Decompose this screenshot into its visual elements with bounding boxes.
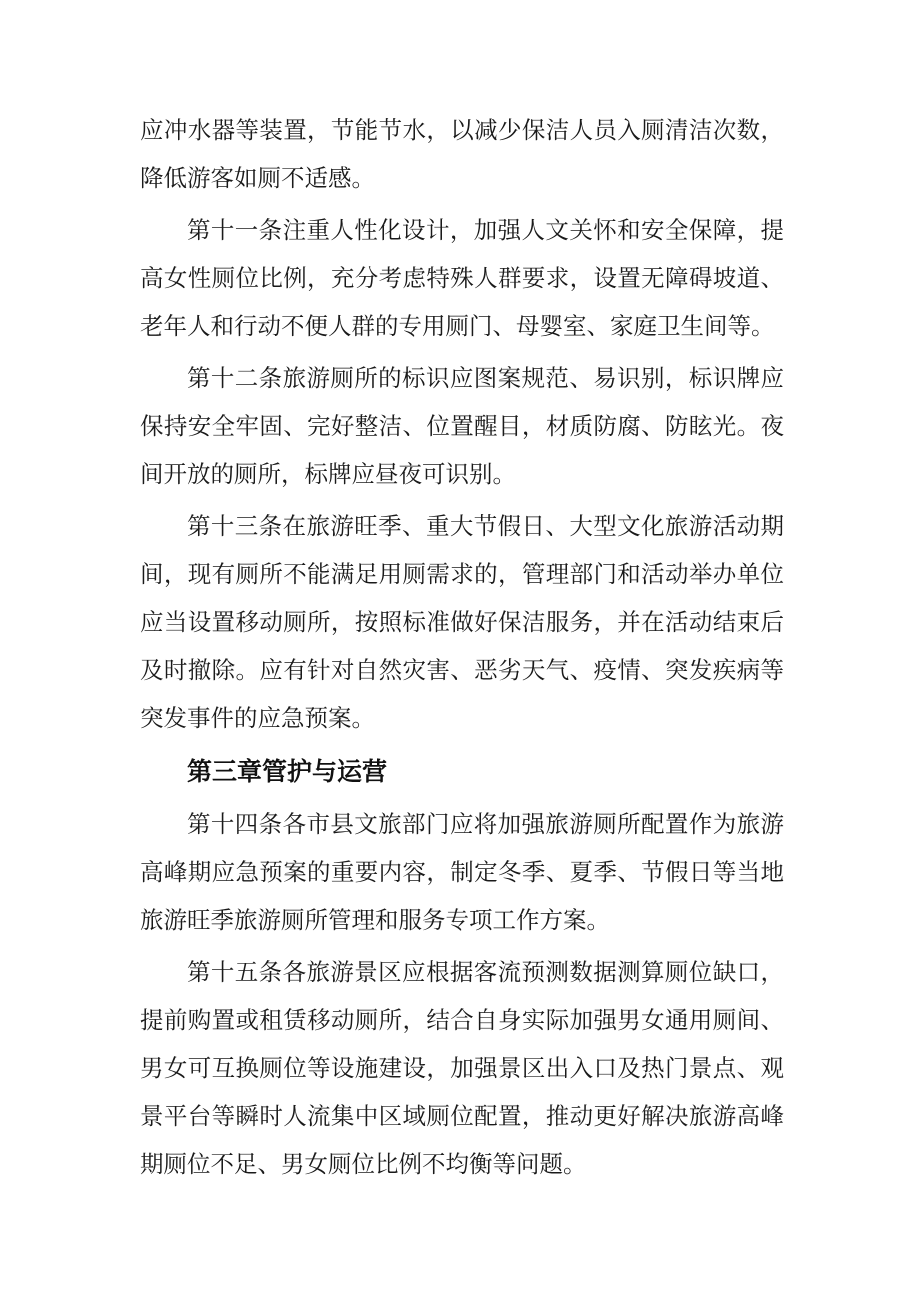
- paragraph-article-12: 第十二条旅游厕所的标识应图案规范、易识别，标识牌应保持安全牢固、完好整洁、位置醒目，材质防腐、防眩光。夜间开放的厕所，标牌应昼夜可识别。: [140, 364, 784, 488]
- paragraph-article-15: 第十五条各旅游景区应根据客流预测数据测算厕位缺口，提前购置或租赁移动厕所，结合自身实际加强男女通用厕间、男女可互换厕位等设施建设，加强景区出入口及热门景点、观景平台等瞬时人流集中区域厕位配置，推动更好解决旅游高峰期厕位不足、男女厕位比例不均衡等问题。: [140, 958, 784, 1178]
- document-body: [140, 106, 784, 1192]
- paragraph-continuation: 应冲水器等装置，节能节水，以减少保洁人员入厕清洁次数，降低游客如厕不适感。: [140, 116, 784, 192]
- paragraph-article-13: 第十三条在旅游旺季、重大节假日、大型文化旅游活动期间，现有厕所不能满足用厕需求的，管理部门和活动举办单位应当设置移动厕所，按照标准做好保洁服务，并在活动结束后及时撤除。应有针对自然灾害、恶劣天气、疫情、突发疾病等突发事件的应急预案。: [140, 512, 784, 732]
- paragraph-article-14: 第十四条各市县文旅部门应将加强旅游厕所配置作为旅游高峰期应急预案的重要内容，制定冬季、夏季、节假日等当地旅游旺季旅游厕所管理和服务专项工作方案。: [140, 810, 784, 934]
- paragraph-article-11: 第十一条注重人性化设计，加强人文关怀和安全保障，提高女性厕位比例，充分考虑特殊人群要求，设置无障碍坡道、老年人和行动不便人群的专用厕门、母婴室、家庭卫生间等。: [140, 216, 784, 340]
- chapter-heading: 第三章管护与运营: [187, 757, 388, 786]
